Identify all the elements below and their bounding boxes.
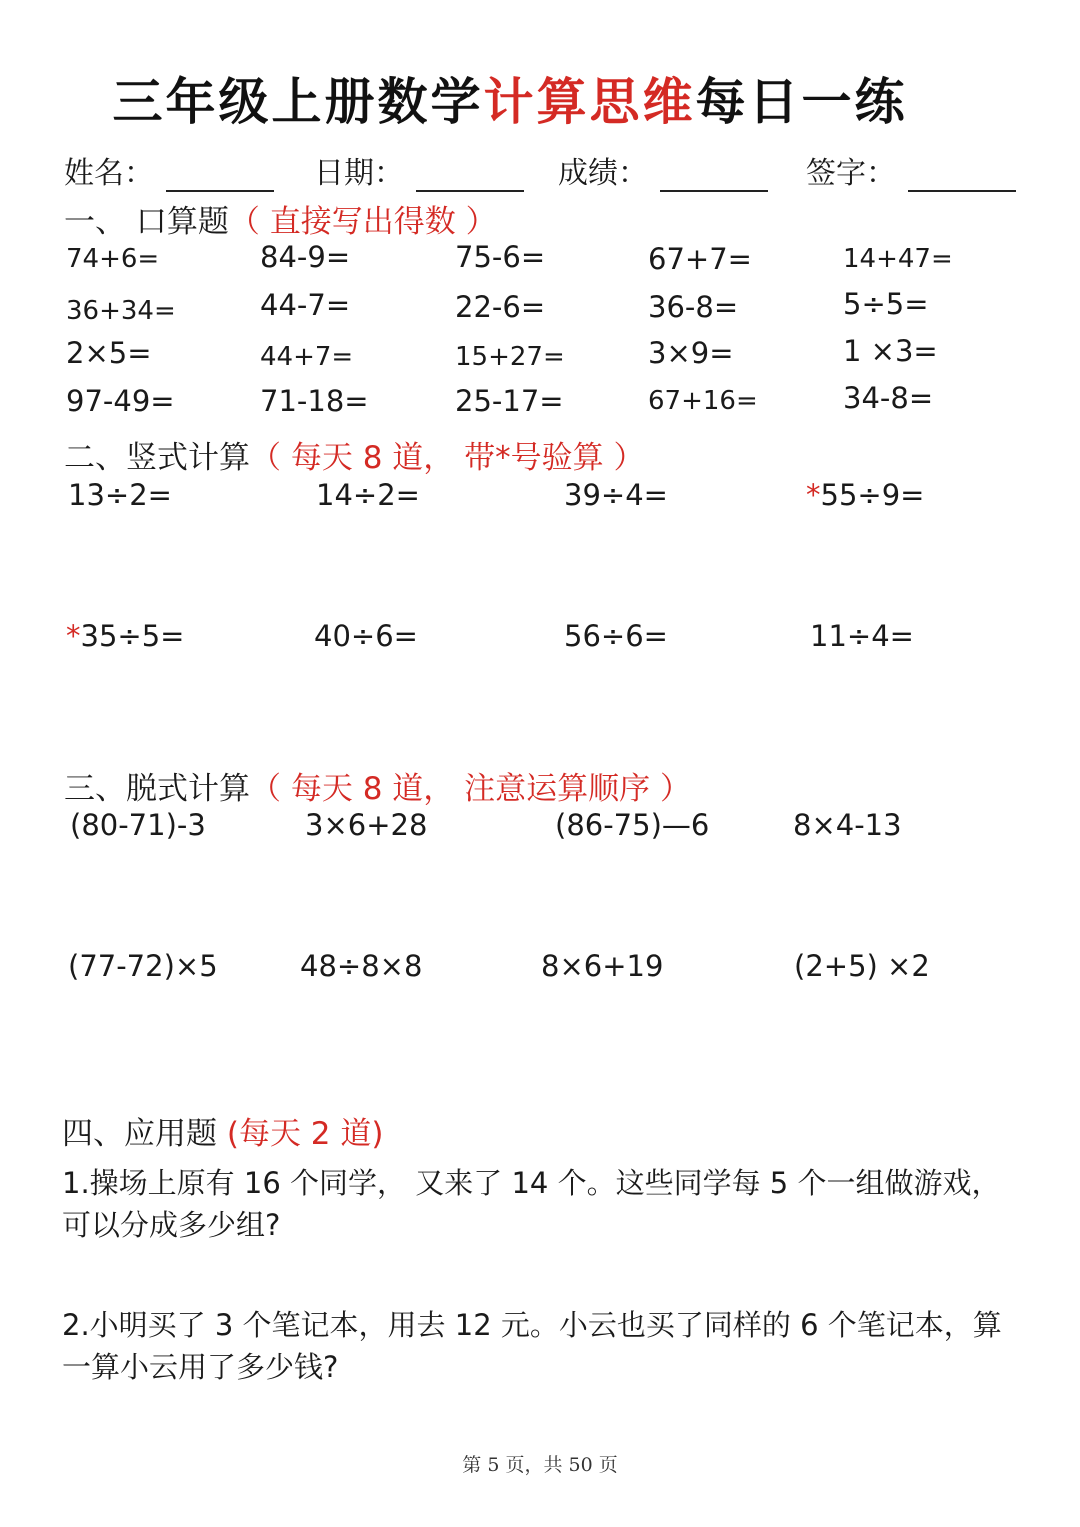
- word-problem-2: 2.小明买了 3 个笔记本，用去 12 元。小云也买了同样的 6 个笔记本，算一算小云用了多少钱?: [62, 1308, 1002, 1384]
- oral-item: 25-17=: [455, 384, 564, 418]
- vertical-item: 40÷6=: [314, 619, 418, 653]
- page-number: 第 5 页，共 50 页: [462, 1454, 618, 1476]
- oral-item: 67+7=: [648, 242, 752, 276]
- oral-item: 36-8=: [648, 290, 739, 324]
- oral-item: 5÷5=: [843, 287, 929, 321]
- stepwise-item: 3×6+28: [305, 808, 428, 842]
- oral-item: 1 ×3=: [843, 334, 938, 368]
- oral-item: 74+6=: [66, 244, 160, 274]
- stepwise-item: 8×6+19: [541, 949, 664, 983]
- oral-item: 97-49=: [66, 384, 175, 418]
- page-title: [0, 62, 1020, 134]
- sign-field[interactable]: 签字：: [806, 148, 1016, 192]
- score-field[interactable]: 成绩：: [558, 148, 768, 192]
- oral-item: 67+16=: [648, 386, 758, 416]
- vertical-item-starred: *55÷9=: [806, 478, 925, 512]
- title-part-1: 三年级上册数学: [112, 72, 484, 131]
- word-problem-1: 1.操场上原有 16 个同学， 又来了 14 个。这些同学每 5 个一组做游戏，可以分成多少组?: [62, 1166, 1001, 1242]
- oral-item: 44+7=: [260, 342, 354, 372]
- vertical-item: 11÷4=: [810, 619, 914, 653]
- vertical-item: 39÷4=: [564, 478, 668, 512]
- stepwise-item: 48÷8×8: [300, 949, 423, 983]
- oral-item: 44-7=: [260, 288, 351, 322]
- section-1-heading: 一、 口算题（ 直接写出得数 ）: [64, 204, 497, 240]
- oral-item: 36+34=: [66, 296, 176, 326]
- stepwise-item: (80-71)-3: [70, 808, 206, 842]
- vertical-item: 56÷6=: [564, 619, 668, 653]
- date-field[interactable]: 日期：: [314, 148, 524, 192]
- vertical-item: 14÷2=: [316, 478, 420, 512]
- section-3-heading: 三、脱式计算（ 每天 8 道， 注意运算顺序 ）: [64, 771, 691, 807]
- stepwise-item: (86-75)—6: [555, 808, 710, 842]
- oral-item: 2×5=: [66, 336, 152, 370]
- name-field[interactable]: 姓名：: [64, 148, 274, 192]
- oral-item: 22-6=: [455, 290, 546, 324]
- stepwise-item: (77-72)×5: [68, 949, 218, 983]
- oral-item: 15+27=: [455, 342, 565, 372]
- oral-item: 75-6=: [455, 240, 546, 274]
- section-4-heading: 四、应用题 (每天 2 道): [62, 1116, 384, 1152]
- oral-item: 34-8=: [843, 381, 934, 415]
- title-part-2: 计算思维: [483, 72, 696, 131]
- vertical-item: 13÷2=: [68, 478, 172, 512]
- title-part-3: 每日一练: [695, 72, 908, 131]
- section-2-heading: 二、竖式计算（ 每天 8 道， 带*号验算 ）: [64, 440, 645, 476]
- oral-item: 14+47=: [843, 244, 953, 274]
- stepwise-item: (2+5) ×2: [794, 949, 930, 983]
- vertical-item-starred: *35÷5=: [66, 619, 185, 653]
- oral-item: 71-18=: [260, 384, 369, 418]
- stepwise-item: 8×4-13: [793, 808, 902, 842]
- oral-item: 3×9=: [648, 336, 734, 370]
- oral-item: 84-9=: [260, 240, 351, 274]
